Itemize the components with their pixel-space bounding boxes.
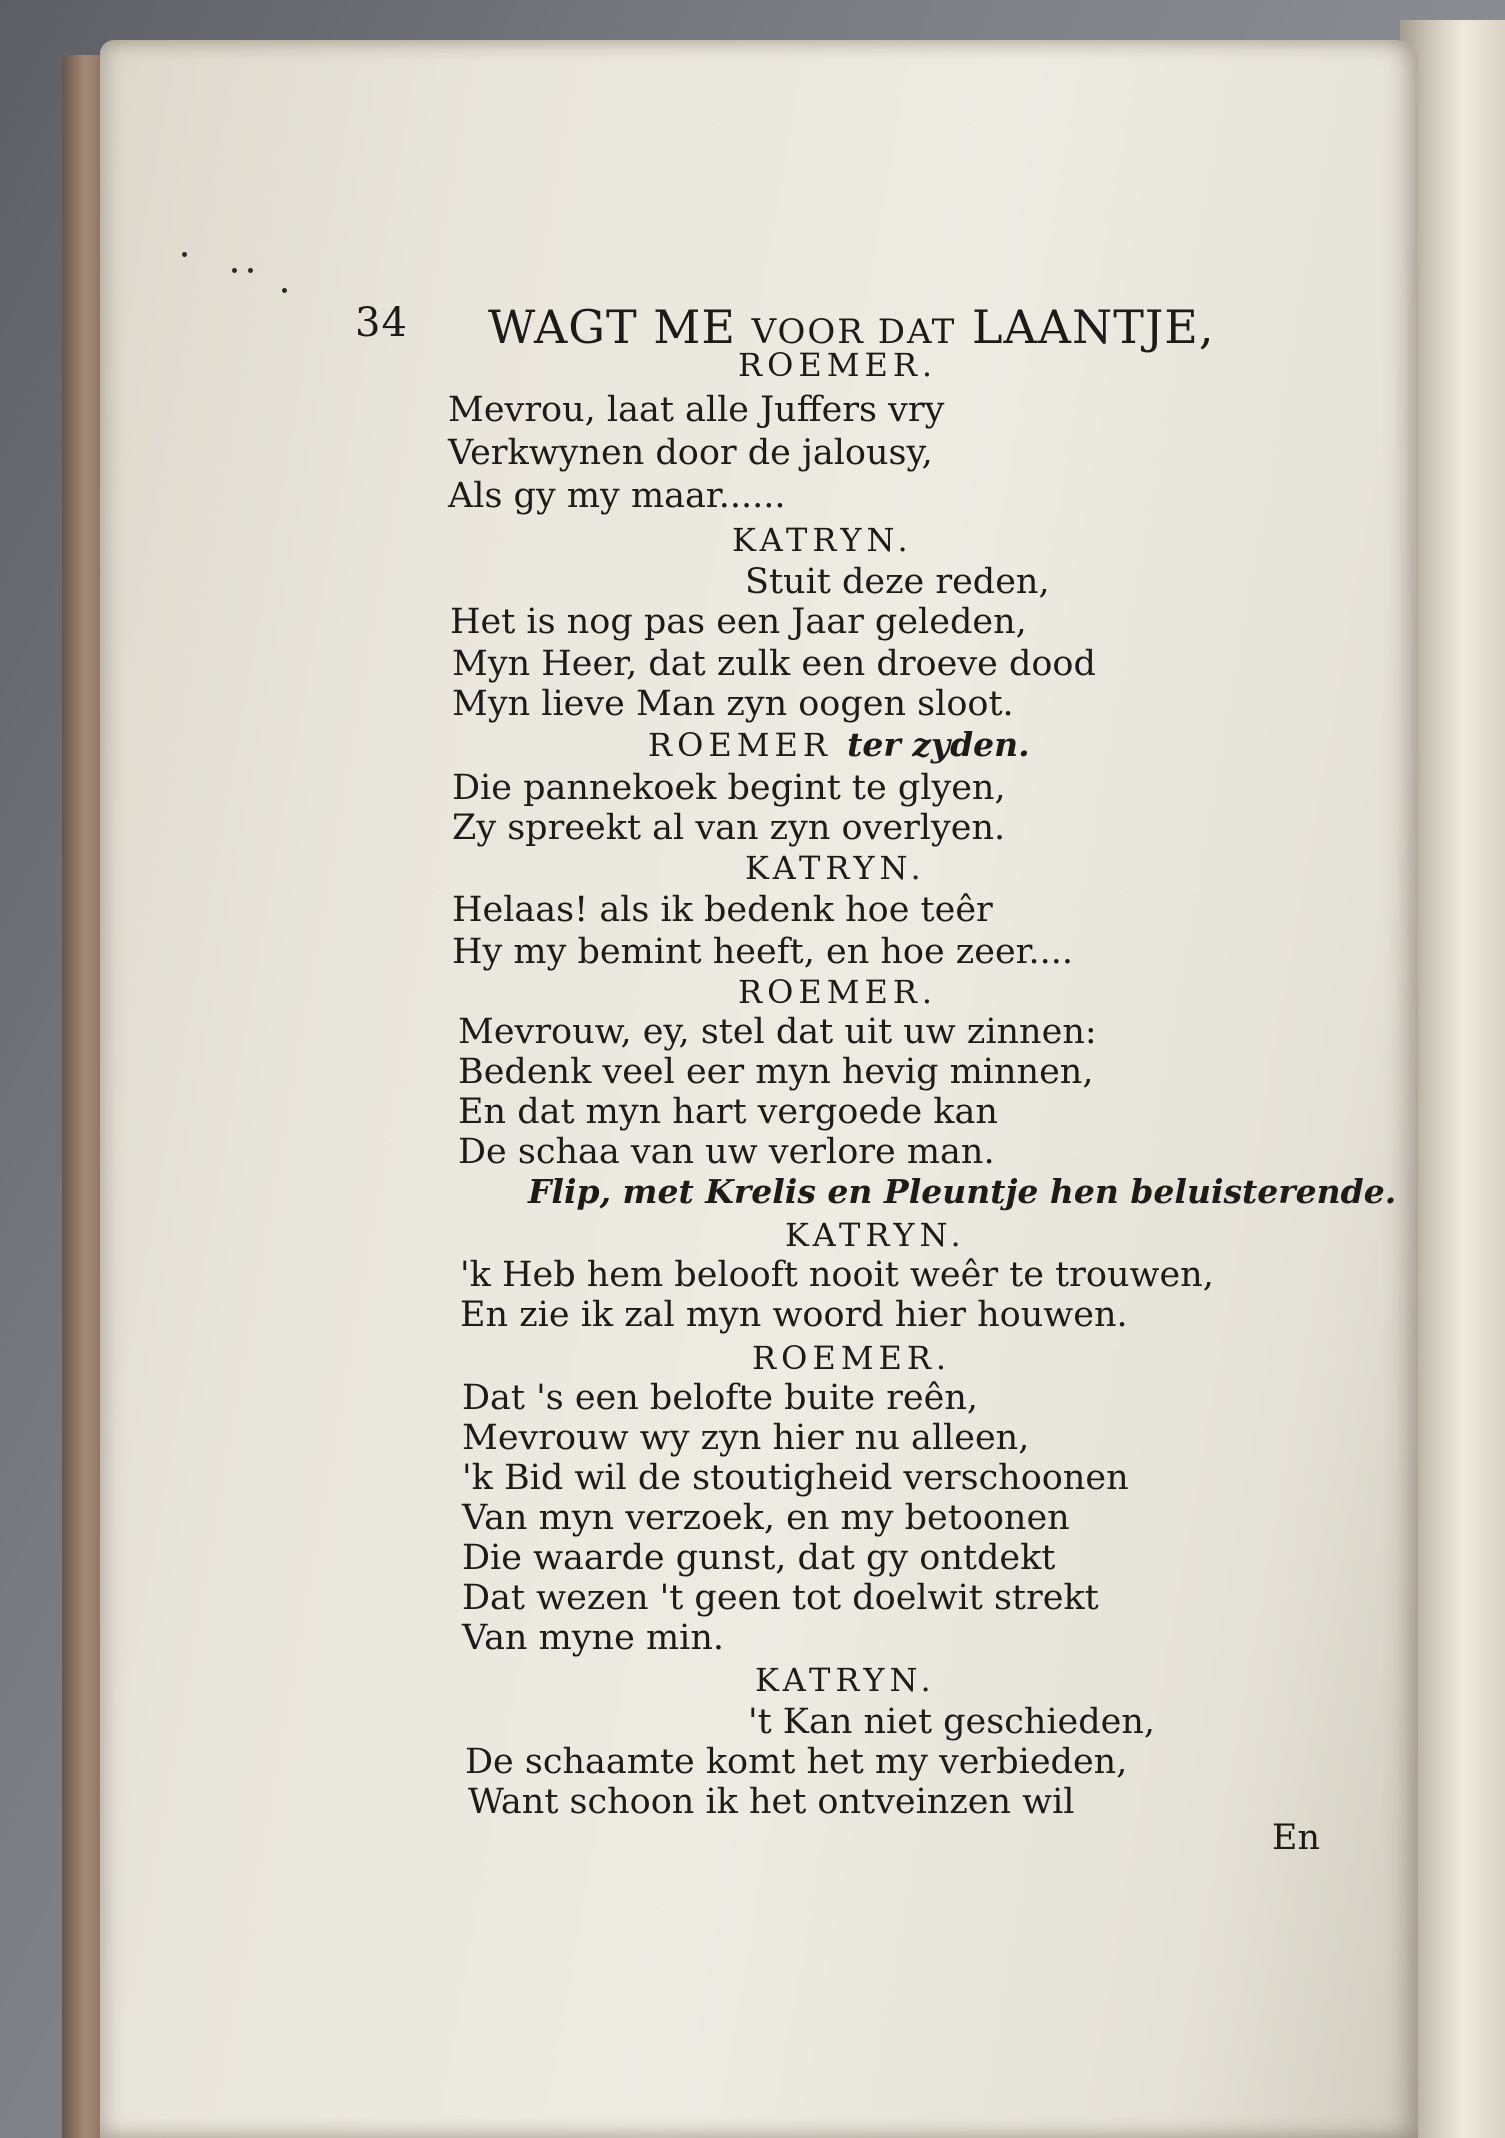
verse-line: De schaamte komt het my verbieden, [465, 1742, 1128, 1782]
verse-line: Mevrouw wy zyn hier nu alleen, [462, 1418, 1030, 1458]
verse-line: En dat myn hart vergoede kan [458, 1092, 998, 1132]
verse-line: Myn Heer, dat zulk een droeve dood [452, 644, 1096, 684]
verse-line: Die pannekoek begint te glyen, [452, 768, 1006, 808]
verse-line: Als gy my maar...... [448, 476, 786, 516]
verse-line: 't Kan niet geschieden, [748, 1702, 1156, 1742]
verse-line: Die waarde gunst, dat gy ontdekt [462, 1538, 1056, 1578]
verse-line: Mevrouw, ey, stel dat uit uw zinnen: [458, 1012, 1097, 1052]
page-number: 34 [355, 300, 408, 346]
verse-line: Verkwynen door de jalousy, [448, 433, 933, 473]
stage-aside: ter zyden. [847, 725, 1030, 764]
verse-line: Van myn verzoek, en my betoonen [462, 1498, 1070, 1538]
running-title-small: VOOR DAT [751, 312, 957, 352]
verse-line: Myn lieve Man zyn oogen sloot. [452, 684, 1014, 724]
verse-line: Dat 's een belofte buite reên, [462, 1378, 979, 1418]
verse-line: Stuit deze reden, [745, 562, 1050, 602]
speaker-heading: KATRYN. [785, 1216, 966, 1254]
speaker-heading: ROEMER. [752, 1339, 952, 1377]
verse-line: En zie ik zal myn woord hier houwen. [460, 1295, 1128, 1335]
verse-line: Bedenk veel eer myn hevig minnen, [458, 1052, 1094, 1092]
running-title-end: LAANTJE, [971, 300, 1215, 354]
catchword: En [1271, 1818, 1320, 1858]
speaker-heading: ROEMER. [738, 973, 938, 1011]
speaker-heading [648, 725, 1030, 765]
running-title-main: WAGT ME [488, 300, 736, 354]
verse-line: Van myne min. [462, 1618, 724, 1658]
verse-line: 'k Bid wil de stoutigheid verschoonen [462, 1458, 1129, 1498]
speaker-name: ROEMER [648, 726, 832, 764]
verse-line: Want schoon ik het ontveinzen wil [468, 1782, 1075, 1822]
verse-line: Dat wezen 't geen tot doelwit strekt [462, 1578, 1099, 1618]
stage-direction: Flip, met Krelis en Pleuntje hen beluisterende. [528, 1172, 1397, 1211]
speaker-heading: KATRYN. [745, 849, 926, 887]
verse-line: Helaas! als ik bedenk hoe teêr [452, 890, 993, 930]
speaker-heading: ROEMER. [738, 346, 938, 384]
speaker-heading: KATRYN. [732, 521, 913, 559]
verse-line: Het is nog pas een Jaar geleden, [450, 602, 1027, 642]
verse-line: Zy spreekt al van zyn overlyen. [452, 808, 1006, 848]
verse-line: De schaa van uw verlore man. [458, 1132, 995, 1172]
verse-line: 'k Heb hem belooft nooit weêr te trouwen, [460, 1255, 1214, 1295]
verse-line: Mevrou, laat alle Juffers vry [448, 390, 945, 430]
verse-line: Hy my bemint heeft, en hoe zeer.... [452, 932, 1074, 972]
speaker-heading: KATRYN. [755, 1661, 936, 1699]
